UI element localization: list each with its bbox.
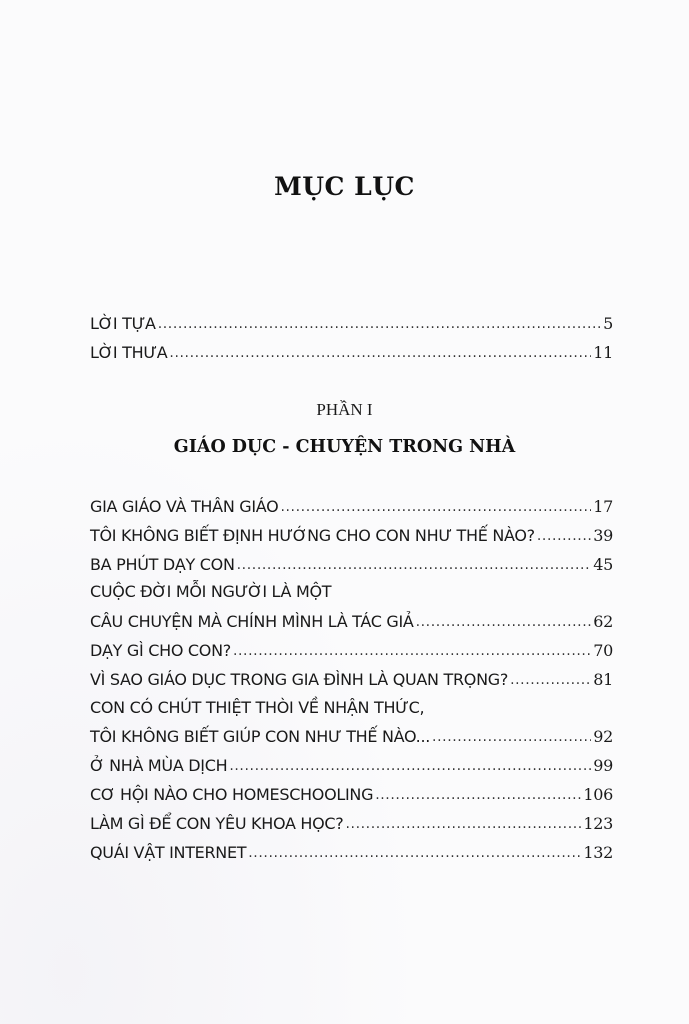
toc-entry-page: 70: [593, 640, 613, 660]
dot-leader: [229, 755, 591, 771]
dot-leader: [169, 342, 591, 358]
dot-leader: [233, 640, 591, 656]
dot-leader: [375, 784, 581, 800]
toc-entry: [90, 525, 613, 554]
dot-leader: [432, 726, 591, 742]
toc-entry: [90, 342, 613, 371]
toc-entry-label: LỜI THƯA: [90, 342, 168, 362]
toc-entry: [90, 554, 613, 583]
toc-entry: [90, 496, 613, 525]
toc-entry: [90, 640, 613, 669]
toc-entry-page: 17: [593, 497, 613, 516]
toc-entry-label: LỜI TỰA: [90, 314, 156, 333]
chapter-list: [90, 496, 613, 870]
toc-entry-label: Ở NHÀ MÙA DỊCH: [90, 756, 228, 776]
part-label: PHẦN I: [316, 400, 373, 419]
toc-entry: [90, 784, 613, 813]
toc-entry-continued: [90, 698, 613, 727]
toc-entry-label: CÂU CHUYỆN MÀ CHÍNH MÌNH LÀ TÁC GIẢ: [90, 612, 414, 632]
dot-leader: [280, 496, 591, 512]
dot-leader: [537, 525, 591, 541]
dot-leader: [158, 313, 601, 329]
toc-entry-page: 123: [583, 813, 613, 833]
front-matter-list: [90, 313, 613, 371]
part-title: GIÁO DỤC - CHUYỆN TRONG NHÀ: [173, 437, 516, 457]
toc-entry: [90, 813, 613, 842]
toc-entry-page: 5: [603, 314, 613, 333]
toc-entry-label: LÀM GÌ ĐỂ CON YÊU KHOA HỌC?: [90, 813, 344, 833]
toc-entry: [90, 755, 613, 784]
dot-leader: [248, 842, 581, 858]
toc-entry-label: QUÁI VẬT INTERNET: [90, 842, 247, 862]
toc-entry: [90, 313, 613, 342]
toc-entry-page: 11: [593, 342, 613, 362]
dot-leader: [510, 669, 591, 685]
toc-entry-page: 39: [593, 525, 613, 545]
toc-entry-label: CUỘC ĐỜI MỖI NGƯỜI LÀ MỘT: [90, 582, 332, 602]
toc-entry-label: GIA GIÁO VÀ THÂN GIÁO: [90, 497, 279, 516]
toc-entry-page: 99: [593, 756, 613, 776]
toc-entry-label: TÔI KHÔNG BIẾT ĐỊNH HƯỚNG CHO CON NHƯ THẾ NÀO?: [90, 525, 535, 545]
toc-entry: [90, 842, 613, 871]
dot-leader: [237, 554, 592, 570]
toc-entry-page: 81: [593, 669, 613, 689]
toc-entry-label: TÔI KHÔNG BIẾT GIÚP CON NHƯ THẾ NÀO...: [90, 727, 431, 747]
toc-entry: [90, 611, 613, 640]
toc-entry-page: 106: [583, 784, 613, 804]
toc-entry-label: CƠ HỘI NÀO CHO HOMESCHOOLING: [90, 784, 374, 804]
dot-leader: [345, 813, 581, 829]
dot-leader: [416, 611, 592, 627]
toc-entry-label: VÌ SAO GIÁO DỤC TRONG GIA ĐÌNH LÀ QUAN TRỌNG?: [90, 669, 509, 689]
toc-title: MỤC LỤC: [274, 172, 415, 201]
toc-entry-page: 62: [593, 612, 613, 632]
toc-entry: [90, 669, 613, 698]
toc-entry-continued: [90, 582, 613, 611]
toc-entry-page: 92: [593, 727, 613, 747]
toc-entry-label: BA PHÚT DẠY CON: [90, 554, 235, 574]
toc-entry-label: DẠY GÌ CHO CON?: [90, 640, 231, 660]
toc-entry-page: 45: [593, 554, 613, 574]
toc-entry-page: 132: [583, 842, 613, 862]
toc-entry-label: CON CÓ CHÚT THIỆT THÒI VỀ NHẬN THỨC,: [90, 697, 425, 717]
toc-entry: [90, 726, 613, 755]
